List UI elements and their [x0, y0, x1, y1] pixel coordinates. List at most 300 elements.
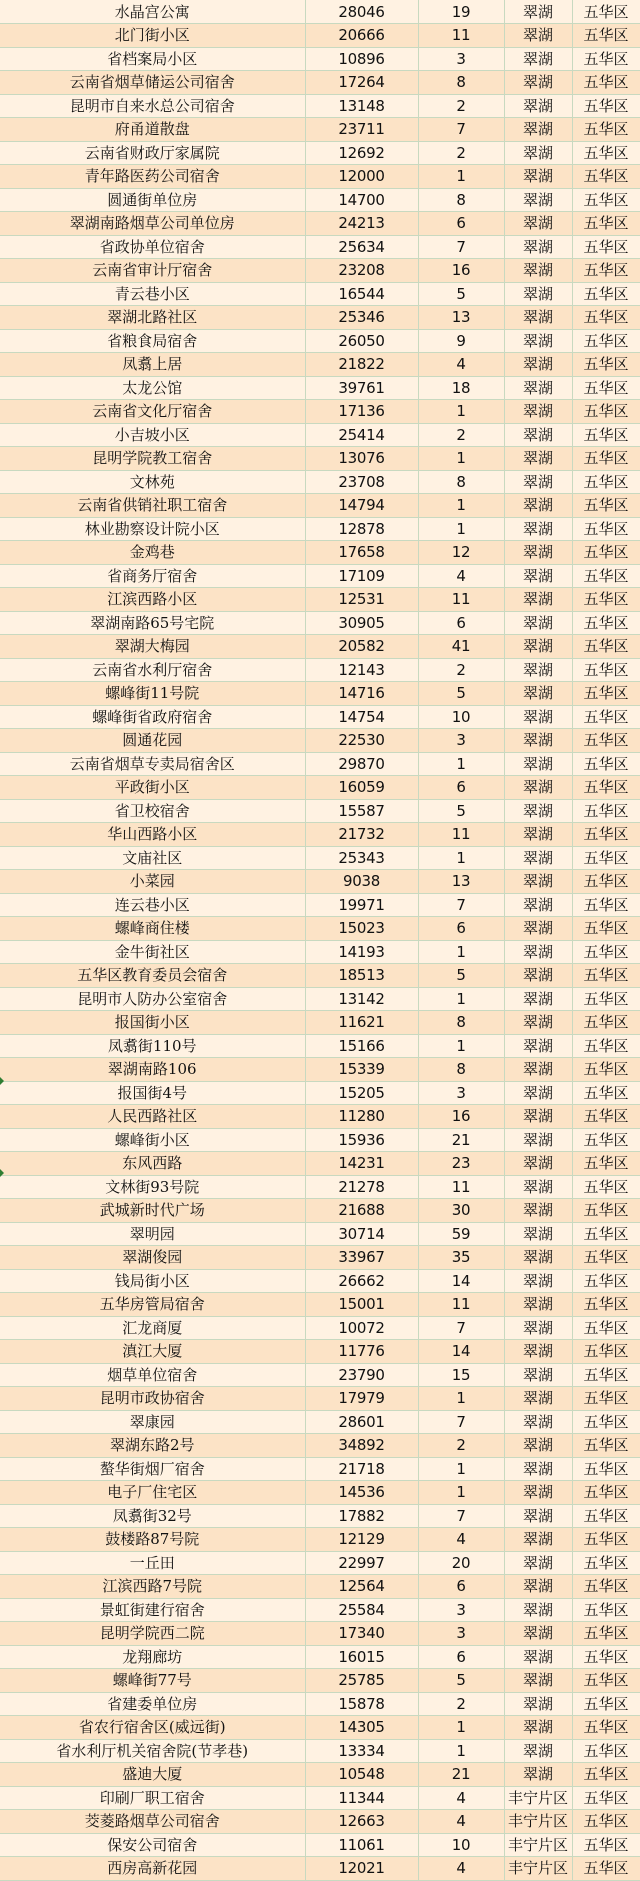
table-row: [0, 212, 640, 236]
district-cell: 五华区: [572, 47, 640, 71]
price-cell: 20666: [305, 24, 418, 48]
area-cell: 翠湖: [504, 1645, 572, 1669]
count-cell: 2: [418, 141, 504, 165]
district-cell: 五华区: [572, 635, 640, 659]
table-row: [0, 1739, 640, 1763]
price-cell: 16544: [305, 282, 418, 306]
count-cell: 1: [418, 1457, 504, 1481]
count-cell: 20: [418, 1551, 504, 1575]
price-cell: 12663: [305, 1810, 418, 1834]
name-cell: 云南省供销社职工宿舍: [0, 494, 305, 518]
area-cell: 翠湖: [504, 611, 572, 635]
name-cell: 凤翥街110号: [0, 1034, 305, 1058]
name-cell: 烟草单位宿舍: [0, 1363, 305, 1387]
table-row: [0, 1857, 640, 1881]
table-row: [0, 1481, 640, 1505]
area-cell: 翠湖: [504, 1763, 572, 1787]
price-cell: 13076: [305, 447, 418, 471]
area-cell: 翠湖: [504, 1293, 572, 1317]
count-cell: 6: [418, 1575, 504, 1599]
district-cell: 五华区: [572, 259, 640, 283]
district-cell: 五华区: [572, 940, 640, 964]
district-cell: 五华区: [572, 1504, 640, 1528]
price-cell: 12143: [305, 658, 418, 682]
table-row: [0, 1692, 640, 1716]
count-cell: 4: [418, 1857, 504, 1881]
name-cell: 景虹街建行宿舍: [0, 1598, 305, 1622]
table-row: [0, 1246, 640, 1270]
name-cell: 保安公司宿舍: [0, 1833, 305, 1857]
table-row: [0, 1786, 640, 1810]
price-cell: 12021: [305, 1857, 418, 1881]
district-cell: 五华区: [572, 1810, 640, 1834]
area-cell: 翠湖: [504, 188, 572, 212]
count-cell: 3: [418, 1081, 504, 1105]
table-row: [0, 1763, 640, 1787]
price-cell: 15166: [305, 1034, 418, 1058]
table-row: [0, 1034, 640, 1058]
district-cell: 五华区: [572, 1175, 640, 1199]
table-row: [0, 1363, 640, 1387]
area-cell: 翠湖: [504, 1739, 572, 1763]
price-cell: 19971: [305, 893, 418, 917]
name-cell: 翠湖南路106: [0, 1058, 305, 1082]
area-cell: 翠湖: [504, 1504, 572, 1528]
table-row: [0, 94, 640, 118]
district-cell: 五华区: [572, 541, 640, 565]
name-cell: 盛迪大厦: [0, 1763, 305, 1787]
district-cell: 五华区: [572, 282, 640, 306]
price-cell: 10072: [305, 1316, 418, 1340]
district-cell: 五华区: [572, 658, 640, 682]
area-cell: 翠湖: [504, 1222, 572, 1246]
count-cell: 2: [418, 1434, 504, 1458]
name-cell: 滇江大厦: [0, 1340, 305, 1364]
table-row: [0, 893, 640, 917]
count-cell: 8: [418, 1058, 504, 1082]
name-cell: 文庙社区: [0, 846, 305, 870]
district-cell: 五华区: [572, 1481, 640, 1505]
price-cell: 15001: [305, 1293, 418, 1317]
count-cell: 11: [418, 823, 504, 847]
area-cell: 翠湖: [504, 1410, 572, 1434]
name-cell: 翠康园: [0, 1410, 305, 1434]
table-row: [0, 188, 640, 212]
area-cell: 翠湖: [504, 447, 572, 471]
name-cell: 省商务厅宿舍: [0, 564, 305, 588]
price-cell: 33967: [305, 1246, 418, 1270]
price-cell: 14193: [305, 940, 418, 964]
district-cell: 五华区: [572, 846, 640, 870]
area-cell: 翠湖: [504, 1011, 572, 1035]
price-cell: 10896: [305, 47, 418, 71]
count-cell: 1: [418, 447, 504, 471]
table-row: [0, 1810, 640, 1834]
price-cell: 22530: [305, 729, 418, 753]
district-cell: 五华区: [572, 1410, 640, 1434]
table-row: [0, 259, 640, 283]
table-row: [0, 1410, 640, 1434]
table-row: [0, 1551, 640, 1575]
area-cell: 翠湖: [504, 1622, 572, 1646]
table-row: [0, 917, 640, 941]
area-cell: 翠湖: [504, 846, 572, 870]
area-cell: 翠湖: [504, 494, 572, 518]
area-cell: 翠湖: [504, 987, 572, 1011]
name-cell: 云南省文化厅宿舍: [0, 400, 305, 424]
table-row: [0, 1528, 640, 1552]
table-row: [0, 235, 640, 259]
table-row: [0, 24, 640, 48]
name-cell: 报国街小区: [0, 1011, 305, 1035]
table-row: [0, 870, 640, 894]
table-row: [0, 752, 640, 776]
count-cell: 14: [418, 1340, 504, 1364]
name-cell: 印刷厂职工宿舍: [0, 1786, 305, 1810]
price-cell: 22997: [305, 1551, 418, 1575]
name-cell: 茭菱路烟草公司宿舍: [0, 1810, 305, 1834]
count-cell: 7: [418, 235, 504, 259]
table-row: [0, 541, 640, 565]
count-cell: 1: [418, 752, 504, 776]
price-cell: 17882: [305, 1504, 418, 1528]
name-cell: 东风西路: [0, 1152, 305, 1176]
name-cell: 青年路医药公司宿舍: [0, 165, 305, 189]
table-row: [0, 1645, 640, 1669]
name-cell: 一丘田: [0, 1551, 305, 1575]
table-row: [0, 564, 640, 588]
name-cell: 五华房管局宿舍: [0, 1293, 305, 1317]
price-cell: 15878: [305, 1692, 418, 1716]
area-cell: 翠湖: [504, 1105, 572, 1129]
count-cell: 2: [418, 1692, 504, 1716]
district-cell: 五华区: [572, 752, 640, 776]
table-row: [0, 1716, 640, 1740]
price-cell: 25584: [305, 1598, 418, 1622]
area-cell: 翠湖: [504, 1340, 572, 1364]
price-cell: 21688: [305, 1199, 418, 1223]
area-cell: 翠湖: [504, 1692, 572, 1716]
district-cell: 五华区: [572, 823, 640, 847]
area-cell: 翠湖: [504, 940, 572, 964]
count-cell: 18: [418, 376, 504, 400]
price-cell: 14700: [305, 188, 418, 212]
table-row: [0, 165, 640, 189]
name-cell: 小菜园: [0, 870, 305, 894]
table-row: [0, 1128, 640, 1152]
price-cell: 28601: [305, 1410, 418, 1434]
district-cell: 五华区: [572, 1340, 640, 1364]
district-cell: 五华区: [572, 71, 640, 95]
name-cell: 昆明学院教工宿舍: [0, 447, 305, 471]
district-cell: 五华区: [572, 1645, 640, 1669]
area-cell: 翠湖: [504, 823, 572, 847]
count-cell: 15: [418, 1363, 504, 1387]
price-cell: 17136: [305, 400, 418, 424]
district-cell: 五华区: [572, 447, 640, 471]
price-cell: 34892: [305, 1434, 418, 1458]
name-cell: 云南省水利厅宿舍: [0, 658, 305, 682]
name-cell: 报国街4号: [0, 1081, 305, 1105]
name-cell: 省政协单位宿舍: [0, 235, 305, 259]
price-cell: 21822: [305, 353, 418, 377]
price-cell: 11621: [305, 1011, 418, 1035]
price-cell: 13142: [305, 987, 418, 1011]
price-cell: 23208: [305, 259, 418, 283]
area-cell: 翠湖: [504, 71, 572, 95]
price-cell: 11344: [305, 1786, 418, 1810]
area-cell: 丰宁片区: [504, 1786, 572, 1810]
count-cell: 8: [418, 71, 504, 95]
area-cell: 翠湖: [504, 306, 572, 330]
table-row: [0, 1222, 640, 1246]
count-cell: 5: [418, 1669, 504, 1693]
count-cell: 6: [418, 212, 504, 236]
price-cell: 30714: [305, 1222, 418, 1246]
table-row: [0, 71, 640, 95]
area-cell: 翠湖: [504, 1575, 572, 1599]
table-row: [0, 0, 640, 24]
table-row: [0, 799, 640, 823]
area-cell: 翠湖: [504, 1363, 572, 1387]
district-cell: 五华区: [572, 1457, 640, 1481]
name-cell: 翠湖南路烟草公司单位房: [0, 212, 305, 236]
district-cell: 五华区: [572, 611, 640, 635]
name-cell: 云南省烟草储运公司宿舍: [0, 71, 305, 95]
price-cell: 26050: [305, 329, 418, 353]
area-cell: 翠湖: [504, 705, 572, 729]
name-cell: 江滨西路7号院: [0, 1575, 305, 1599]
price-cell: 14716: [305, 682, 418, 706]
area-cell: 翠湖: [504, 588, 572, 612]
area-cell: 翠湖: [504, 917, 572, 941]
table-row: [0, 1199, 640, 1223]
name-cell: 连云巷小区: [0, 893, 305, 917]
table-row: [0, 1387, 640, 1411]
name-cell: 翠湖南路65号宅院: [0, 611, 305, 635]
area-cell: 翠湖: [504, 870, 572, 894]
price-cell: 14794: [305, 494, 418, 518]
name-cell: 昆明学院西二院: [0, 1622, 305, 1646]
table-row: [0, 1669, 640, 1693]
count-cell: 3: [418, 1598, 504, 1622]
area-cell: 翠湖: [504, 658, 572, 682]
price-cell: 15023: [305, 917, 418, 941]
area-cell: 翠湖: [504, 1551, 572, 1575]
area-cell: 翠湖: [504, 752, 572, 776]
district-cell: 五华区: [572, 1692, 640, 1716]
district-cell: 五华区: [572, 1669, 640, 1693]
name-cell: 江滨西路小区: [0, 588, 305, 612]
area-cell: 翠湖: [504, 517, 572, 541]
count-cell: 1: [418, 1387, 504, 1411]
table-row: [0, 846, 640, 870]
district-cell: 五华区: [572, 24, 640, 48]
name-cell: 圆通街单位房: [0, 188, 305, 212]
name-cell: 圆通花园: [0, 729, 305, 753]
table-row: [0, 47, 640, 71]
district-cell: 五华区: [572, 729, 640, 753]
district-cell: 五华区: [572, 423, 640, 447]
area-cell: 翠湖: [504, 282, 572, 306]
area-cell: 翠湖: [504, 1034, 572, 1058]
price-cell: 14305: [305, 1716, 418, 1740]
area-cell: 丰宁片区: [504, 1833, 572, 1857]
table-row: [0, 776, 640, 800]
area-cell: 翠湖: [504, 564, 572, 588]
name-cell: 省农行宿舍区(威远街): [0, 1716, 305, 1740]
count-cell: 41: [418, 635, 504, 659]
table-row: [0, 729, 640, 753]
cell-marker: [0, 1077, 4, 1085]
count-cell: 2: [418, 94, 504, 118]
name-cell: 人民西路社区: [0, 1105, 305, 1129]
count-cell: 1: [418, 1739, 504, 1763]
name-cell: 钱局街小区: [0, 1269, 305, 1293]
district-cell: 五华区: [572, 1434, 640, 1458]
area-cell: 翠湖: [504, 212, 572, 236]
name-cell: 平政街小区: [0, 776, 305, 800]
name-cell: 龙翔廊坊: [0, 1645, 305, 1669]
area-cell: 翠湖: [504, 729, 572, 753]
district-cell: 五华区: [572, 165, 640, 189]
district-cell: 五华区: [572, 235, 640, 259]
price-cell: 23790: [305, 1363, 418, 1387]
name-cell: 翠湖东路2号: [0, 1434, 305, 1458]
district-cell: 五华区: [572, 1128, 640, 1152]
area-cell: 翠湖: [504, 165, 572, 189]
area-cell: 翠湖: [504, 141, 572, 165]
count-cell: 6: [418, 776, 504, 800]
district-cell: 五华区: [572, 517, 640, 541]
count-cell: 3: [418, 1622, 504, 1646]
table-row: [0, 611, 640, 635]
table-row: [0, 376, 640, 400]
table-row: [0, 635, 640, 659]
area-cell: 翠湖: [504, 682, 572, 706]
price-cell: 17264: [305, 71, 418, 95]
name-cell: 小吉坡小区: [0, 423, 305, 447]
count-cell: 1: [418, 1481, 504, 1505]
count-cell: 4: [418, 1810, 504, 1834]
district-cell: 五华区: [572, 1786, 640, 1810]
price-cell: 12531: [305, 588, 418, 612]
area-cell: 翠湖: [504, 1434, 572, 1458]
area-cell: 翠湖: [504, 1246, 572, 1270]
name-cell: 鼓楼路87号院: [0, 1528, 305, 1552]
price-cell: 24213: [305, 212, 418, 236]
price-cell: 14231: [305, 1152, 418, 1176]
count-cell: 16: [418, 1105, 504, 1129]
district-cell: 五华区: [572, 1739, 640, 1763]
count-cell: 11: [418, 1175, 504, 1199]
district-cell: 五华区: [572, 212, 640, 236]
name-cell: 华山西路小区: [0, 823, 305, 847]
count-cell: 6: [418, 917, 504, 941]
name-cell: 太龙公馆: [0, 376, 305, 400]
area-cell: 翠湖: [504, 541, 572, 565]
area-cell: 翠湖: [504, 118, 572, 142]
table-row: [0, 705, 640, 729]
price-cell: 12000: [305, 165, 418, 189]
name-cell: 螯华街烟厂宿舍: [0, 1457, 305, 1481]
district-cell: 五华区: [572, 1575, 640, 1599]
price-cell: 25343: [305, 846, 418, 870]
district-cell: 五华区: [572, 329, 640, 353]
district-cell: 五华区: [572, 94, 640, 118]
count-cell: 8: [418, 188, 504, 212]
count-cell: 11: [418, 588, 504, 612]
table-row: [0, 329, 640, 353]
price-cell: 17340: [305, 1622, 418, 1646]
name-cell: 省档案局小区: [0, 47, 305, 71]
price-cell: 12564: [305, 1575, 418, 1599]
area-cell: 丰宁片区: [504, 1810, 572, 1834]
name-cell: 金鸡巷: [0, 541, 305, 565]
area-cell: 翠湖: [504, 0, 572, 24]
price-cell: 9038: [305, 870, 418, 894]
table-row: [0, 658, 640, 682]
name-cell: 云南省烟草专卖局宿舍区: [0, 752, 305, 776]
name-cell: 螺峰街小区: [0, 1128, 305, 1152]
name-cell: 金牛街社区: [0, 940, 305, 964]
price-cell: 12692: [305, 141, 418, 165]
table-row: [0, 1598, 640, 1622]
price-cell: 15936: [305, 1128, 418, 1152]
table-row: [0, 987, 640, 1011]
table-row: [0, 1504, 640, 1528]
district-cell: 五华区: [572, 917, 640, 941]
count-cell: 11: [418, 24, 504, 48]
area-cell: 翠湖: [504, 1716, 572, 1740]
count-cell: 3: [418, 729, 504, 753]
count-cell: 21: [418, 1763, 504, 1787]
table-row: [0, 1316, 640, 1340]
district-cell: 五华区: [572, 1763, 640, 1787]
area-cell: 翠湖: [504, 235, 572, 259]
area-cell: 翠湖: [504, 1175, 572, 1199]
table-row: [0, 940, 640, 964]
district-cell: 五华区: [572, 1363, 640, 1387]
name-cell: 翠湖北路社区: [0, 306, 305, 330]
area-cell: 翠湖: [504, 1669, 572, 1693]
district-cell: 五华区: [572, 118, 640, 142]
count-cell: 5: [418, 964, 504, 988]
district-cell: 五华区: [572, 964, 640, 988]
name-cell: 昆明市人防办公室宿舍: [0, 987, 305, 1011]
name-cell: 省水利厅机关宿舍院(节孝巷): [0, 1739, 305, 1763]
count-cell: 8: [418, 470, 504, 494]
table-row: [0, 1175, 640, 1199]
price-cell: 26662: [305, 1269, 418, 1293]
district-cell: 五华区: [572, 1246, 640, 1270]
district-cell: 五华区: [572, 1598, 640, 1622]
area-cell: 翠湖: [504, 24, 572, 48]
district-cell: 五华区: [572, 1152, 640, 1176]
count-cell: 8: [418, 1011, 504, 1035]
table-row: [0, 517, 640, 541]
district-cell: 五华区: [572, 682, 640, 706]
table-row: [0, 964, 640, 988]
table-row: [0, 141, 640, 165]
count-cell: 5: [418, 682, 504, 706]
district-cell: 五华区: [572, 494, 640, 518]
price-cell: 12129: [305, 1528, 418, 1552]
district-cell: 五华区: [572, 376, 640, 400]
count-cell: 11: [418, 1293, 504, 1317]
count-cell: 1: [418, 987, 504, 1011]
name-cell: 翠湖俊园: [0, 1246, 305, 1270]
